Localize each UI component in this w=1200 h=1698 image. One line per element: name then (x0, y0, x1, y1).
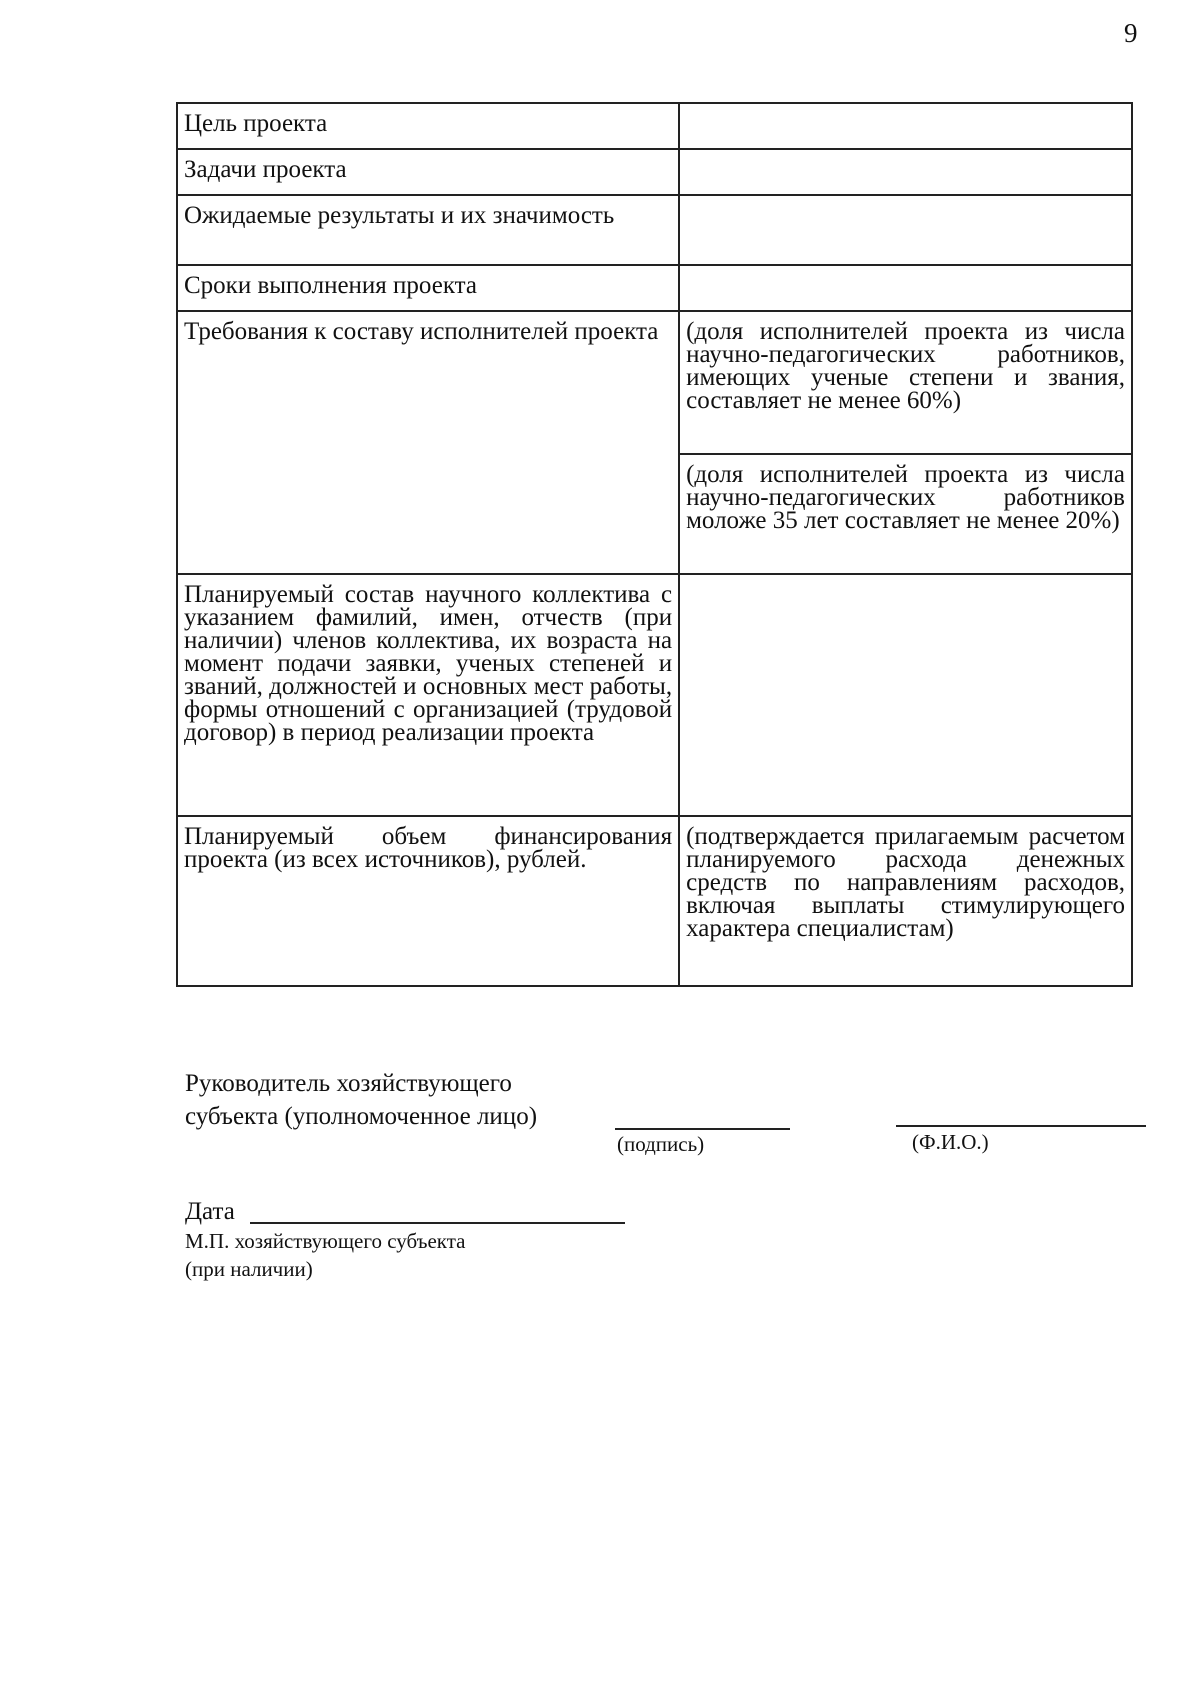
project-info-table (176, 102, 1133, 987)
table-row (177, 311, 1132, 454)
row-label-goal: Цель проекта (177, 103, 679, 149)
name-line[interactable] (896, 1125, 1146, 1127)
row-value-results[interactable] (679, 195, 1132, 265)
date-label: Дата (185, 1198, 235, 1225)
row-value-requirements-age: (доля исполнителей проекта из числа научно-педагогических работников моложе 35 лет составляет не менее 20%) (679, 454, 1132, 574)
row-label-funding: Планируемый объем финансирования проекта (из всех источников), рублей. (177, 816, 679, 986)
table-row (177, 195, 1132, 265)
signature-caption: (подпись) (617, 1132, 705, 1156)
row-value-goal[interactable] (679, 103, 1132, 149)
table-row (177, 149, 1132, 195)
row-label-deadlines: Сроки выполнения проекта (177, 265, 679, 311)
page-number: 9 (1124, 18, 1138, 48)
row-label-requirements: Требования к составу исполнителей проекта (177, 311, 679, 574)
row-value-requirements-degree: (доля исполнителей проекта из числа научно-педагогических работников, имеющих ученые степени и звания, составляет не менее 60%) (679, 311, 1132, 454)
signature-label-line2: субъекта (уполномоченное лицо) (185, 1103, 538, 1130)
row-value-tasks[interactable] (679, 149, 1132, 195)
row-label-results: Ожидаемые результаты и их значимость (177, 195, 679, 265)
name-caption: (Ф.И.О.) (912, 1130, 989, 1154)
date-line[interactable] (250, 1222, 625, 1224)
table-row (177, 103, 1132, 149)
table-row (177, 816, 1132, 986)
stamp-label-line2: (при наличии) (185, 1257, 313, 1281)
stamp-label-line1: М.П. хозяйствующего субъекта (185, 1229, 466, 1253)
signature-label-line1: Руководитель хозяйствующего (185, 1070, 512, 1097)
table-row (177, 265, 1132, 311)
table-row (177, 574, 1132, 816)
row-label-team: Планируемый состав научного коллектива с указанием фамилий, имен, отчеств (при наличии) членов коллектива, их возраста на момент подачи заявки, ученых степеней и званий, должностей и основных мест работы, формы отношений с организацией (трудовой договор) в период реализации проекта (177, 574, 679, 816)
row-value-funding: (подтверждается прилагаемым расчетом планируемого расхода денежных средств по направлениям расходов, включая выплаты стимулирующего характера специалистам) (679, 816, 1132, 986)
row-value-deadlines[interactable] (679, 265, 1132, 311)
row-value-team[interactable] (679, 574, 1132, 816)
signature-line[interactable] (615, 1128, 790, 1130)
row-label-tasks: Задачи проекта (177, 149, 679, 195)
